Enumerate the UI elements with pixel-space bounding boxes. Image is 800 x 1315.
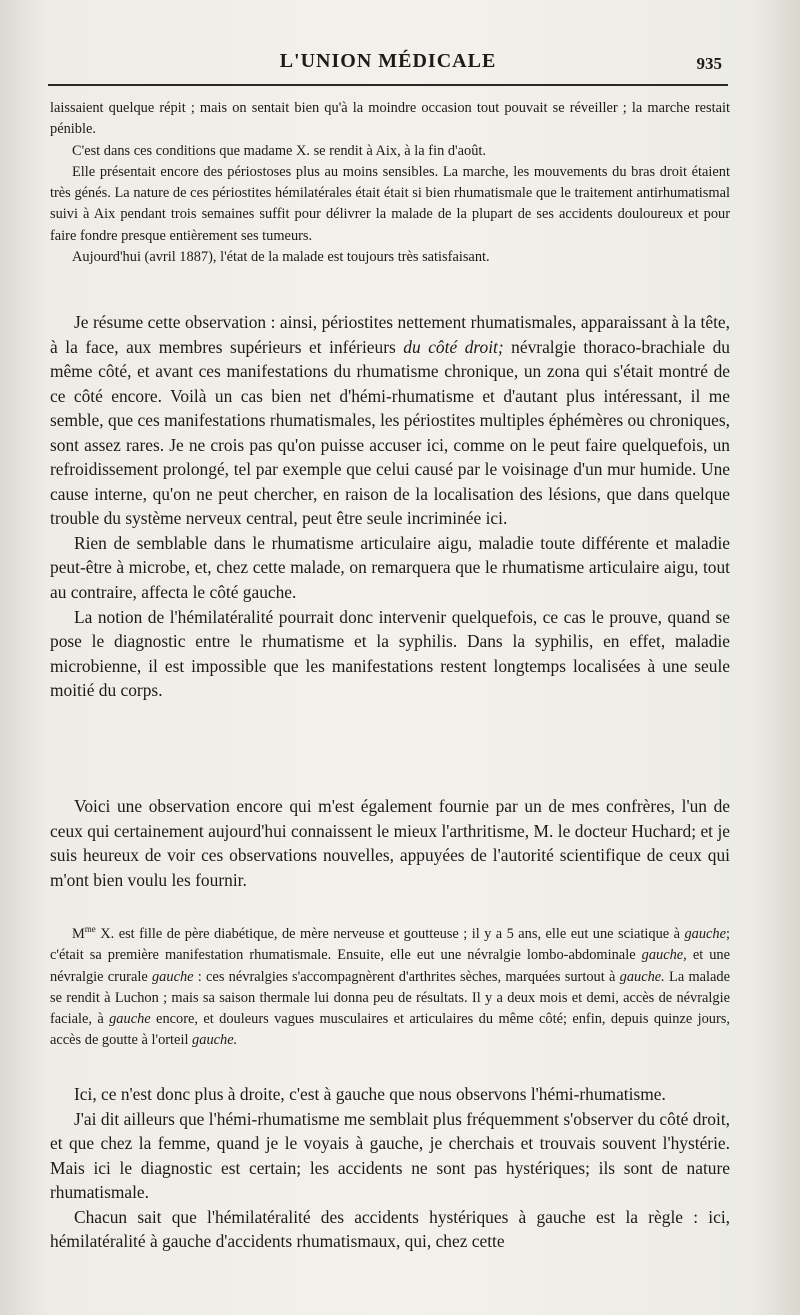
- emphasis-text: gauche.: [192, 1032, 238, 1049]
- paragraph: J'ai dit ailleurs que l'hémi-rhumatisme me semblait plus fréquemment s'observer du côté droit, et que chez la femme, quand je le voyais à gauche, je cherchais et trouvais souvent l'hystérie. Mais ici le diagnostic est certain; les accidents ne sont pas hystériques; ils sont de nature rhumatismale.: [50, 1108, 730, 1203]
- paragraph: Elle présentait encore des périostoses plus au moins sensibles. La marche, les mouvements du bras droit étaient très génés. La nature de ces périostites hémilatérales était était si bien rhumatismale que le traitement antirhumatismal suivi à Aix pendant trois semaines suffit pour délivrer la malade de la plupart de ses accidents douloureux et pour faire fondre presque entièrement ses tumeurs.: [50, 163, 730, 244]
- text-run: et une névralgie crurale: [50, 947, 731, 985]
- second-observation-intro: [50, 794, 730, 892]
- paragraph: Chacun sait que l'hémilatéralité des accidents hystériques à gauche est la règle : ici, hémilatéralité à gauche d'accidents rhumatismaux, qui, chez cette: [50, 1206, 730, 1252]
- text-run: encore, et douleurs vagues musculaires et articulaires du même côté; enfin, depuis quinze jours, accès de goutte à l'orteil: [50, 1011, 730, 1049]
- text-run: : ces névralgies s'accompagnèrent d'arthrites sèches, marquées surtout à: [193, 968, 620, 985]
- emphasis-text: gauche: [684, 926, 726, 942]
- case-narrative: [50, 98, 730, 268]
- text-run: La malade se rendit à Luchon ; mais sa saison thermale lui donna peu de résultats. Il y a deux mois et demi, accès de névralgie faciale, à: [50, 968, 731, 1028]
- case-report: [50, 924, 730, 1052]
- emphasis-text: gauche.: [619, 968, 665, 985]
- journal-title: L'UNION MÉDICALE: [279, 50, 497, 72]
- paragraph: La notion de l'hémilatéralité pourrait donc intervenir quelquefois, ce cas le prouve, quand se pose le diagnostic entre le rhumatisme et la syphilis. Dans la syphilis, en effet, maladie microbienne, il est impossible que les manifestations restent longtemps localisées à une seule moitié du corps.: [50, 606, 730, 701]
- paragraph: Rien de semblable dans le rhumatisme articulaire aigu, maladie toute différente et maladie peut-être à microbe, et, chez cette malade, on remarquera que le rhumatisme articulaire aigu, tout au contraire, affecta le côté gauche.: [50, 532, 730, 603]
- text-run: Je résume cette observation : ainsi, périostites nettement rhumatismales, apparaissant à la tête, à la face, aux membres supérieurs et inférieurs: [50, 312, 730, 357]
- emphasis-text: gauche: [151, 968, 194, 985]
- page-header: [48, 48, 728, 86]
- text-run: X. est fille de père diabétique, de mère nerveuse et goutteuse ; il y a 5 ans, elle eut une sciatique à: [95, 926, 685, 942]
- summary-section: [50, 310, 730, 703]
- paragraph: Ici, ce n'est donc plus à droite, c'est à gauche que nous observons l'hémi-rhumatisme.: [74, 1084, 666, 1104]
- paragraph: [50, 924, 730, 1052]
- conclusion-section: [50, 1082, 730, 1254]
- paragraph: Voici une observation encore qui m'est également fournie par un de mes confrères, l'un de ceux qui certainement aujourd'hui connaissent le mieux l'arthritisme, M. le docteur Huchard; et je suis heureux de voir ces observations nouvelles, appuyées de l'autorité scientifique de ceux qui m'ont bien voulu les fournir.: [50, 796, 730, 890]
- page-number: 935: [696, 54, 722, 73]
- text-run: ; c'était sa première manifestation rhumatismale. Ensuite, elle eut une névralgie lombo-abdominale: [50, 926, 730, 964]
- emphasis-text: du côté droit;: [403, 336, 504, 357]
- emphasis-text: gauche: [109, 1011, 151, 1028]
- text-run: M: [72, 926, 85, 942]
- superscript: me: [84, 924, 96, 935]
- emphasis-text: gauche,: [641, 947, 687, 964]
- text-run: névralgie thoraco-brachiale du même côté, et avant ces manifestations du rhumatisme chronique, un zona qui s'était montré de ce côté encore. Voilà un cas bien net d'hémi-rhumatisme et d'autant plus intéressant, il me semble, que ces manifestations rhumatismales, les périostites multiples éphémères ou chroniques, sont assez rares. Je ne crois pas qu'on puisse accuser ici, comme on le peut faire quelquefois, un refroidissement prolongé, tel par exemple que celui causé par le voisinage d'un mur humide. Une cause interne, qu'on ne peut chercher, en raison de la localisation des lésions, que dans quelque trouble du système nerveux central, peut être seule incriminée ici.: [50, 336, 730, 529]
- paragraph: [50, 310, 730, 531]
- paragraph: C'est dans ces conditions que madame X. se rendit à Aix, à la fin d'août.: [72, 142, 487, 159]
- paragraph: Aujourd'hui (avril 1887), l'état de la malade est toujours très satisfaisant.: [72, 249, 490, 266]
- paragraph: laissaient quelque répit ; mais on sentait bien qu'à la moindre occasion tout pouvait se réveiller ; la marche restait pénible.: [50, 100, 730, 138]
